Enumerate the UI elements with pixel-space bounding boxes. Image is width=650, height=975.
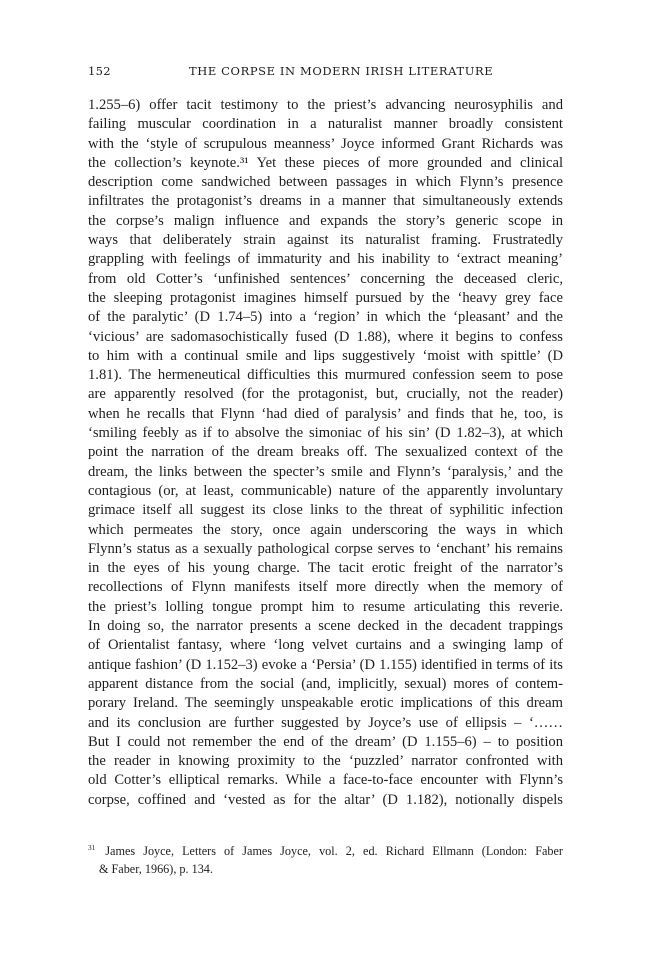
body-line: with the ‘style of scrupulous meanness’ Joyce informed Grant Richards was	[88, 135, 563, 152]
running-head	[88, 64, 563, 82]
body-line: the sleeping protagonist imagines himself pursued by the ‘heavy grey face	[88, 289, 563, 306]
body-line: grappling with feelings of immaturity and his inability to ‘extract meaning’	[88, 251, 563, 268]
body-line: infiltrates the protagonist’s dreams in a manner that simultaneously extends	[88, 193, 563, 210]
body-line: of Orientalist fantasy, where ‘long velvet curtains and a swinging lamp of	[88, 637, 563, 654]
body-line: 1.255–6) offer tacit testimony to the priest’s advancing neurosyphilis and	[88, 97, 563, 113]
body-line: point the narration of the dream breaks off. The sexualized context of the	[88, 444, 563, 461]
body-line: dream, the links between the specter’s smile and Flynn’s ‘paralysis,’ and the	[88, 463, 563, 480]
body-line: ‘smiling feebly as if to absolve the simoniac of his sin’ (D 1.82–3), at which	[88, 425, 563, 442]
body-line: recollections of Flynn manifests itself more directly when the memory of	[88, 579, 563, 596]
body-line: are apparently resolved (for the protagonist, but, crucially, not the reader)	[88, 386, 563, 403]
body-line: the corpse’s malign influence and expands the story’s generic scope in	[88, 212, 563, 229]
body-line: 1.81). The hermeneutical difficulties this murmured confession seem to pose	[88, 367, 563, 384]
body-line: ‘vicious’ are sadomasochistically fused (D 1.88), where it begins to confess	[88, 328, 563, 345]
footnote-text: James Joyce, Letters of James Joyce, vol. 2, ed. Richard Ellmann (London: Faber	[105, 844, 563, 858]
page-number: 152	[88, 64, 111, 78]
body-line: of the paralytic’ (D 1.74–5) into a ‘region’ in which the ‘pleasant’ and the	[88, 309, 563, 326]
body-line: and its conclusion are further suggested by Joyce’s use of ellipsis – ‘……	[88, 714, 563, 731]
body-line: In doing so, the narrator presents a scene decked in the decadent trappings	[88, 618, 563, 635]
body-line: the collection’s keynote.³¹ Yet these pieces of more grounded and clinical	[88, 154, 563, 171]
body-line: Flynn’s status as a sexually pathological corpse serves to ‘enchant’ his remains	[88, 540, 563, 557]
body-line: porary Ireland. The seemingly unspeakable erotic implications of this dream	[88, 695, 563, 712]
body-line: But I could not remember the end of the dream’ (D 1.155–6) – to position	[88, 733, 563, 750]
body-line: when he recalls that Flynn ‘had died of paralysis’ and finds that he, too, is	[88, 405, 563, 422]
footnote	[88, 843, 563, 878]
body-line: to him with a continual smile and lips suggestively ‘moist with spittle’ (D	[88, 347, 563, 364]
body-line: apparent distance from the social (and, implicitly, sexual) mores of contem-	[88, 675, 563, 692]
running-title: THE CORPSE IN MODERN IRISH LITERATURE	[189, 64, 494, 78]
body-line: old Cotter’s elliptical remarks. While a face-to-face encounter with Flynn’s	[88, 772, 563, 789]
footnote-line	[88, 843, 563, 861]
body-line: from old Cotter’s ‘unfinished sentences’ concerning the deceased cleric,	[88, 270, 563, 287]
body-line: the priest’s lolling tongue prompt him to resume articulating this reverie.	[88, 598, 563, 615]
body-line: in the eyes of his young charge. The tacit erotic freight of the narrator’s	[88, 560, 563, 577]
footnote-line: & Faber, 1966), p. 134.	[99, 861, 213, 876]
body-line: failing muscular coordination in a naturalist manner broadly consistent	[88, 116, 563, 133]
body-line: contagious (or, at least, communicable) nature of the apparently involuntary	[88, 482, 563, 499]
body-line: grimace itself all suggest its close links to the threat of syphilitic infection	[88, 502, 563, 519]
body-line: corpse, coffined and ‘vested as for the altar’ (D 1.182), notionally dispels	[88, 791, 563, 808]
footnote-marker: 31	[88, 842, 96, 852]
body-text	[88, 96, 563, 810]
body-line: ways that deliberately strain against its naturalist framing. Frustratedly	[88, 232, 563, 249]
body-line: the reader in knowing proximity to the ‘puzzled’ narrator confronted with	[88, 753, 563, 770]
body-line: which permeates the story, once again underscoring the ways in which	[88, 521, 563, 538]
body-line: description come sandwiched between passages in which Flynn’s presence	[88, 174, 563, 191]
body-line: antique fashion’ (D 1.152–3) evoke a ‘Persia’ (D 1.155) identified in terms of its	[88, 656, 563, 673]
